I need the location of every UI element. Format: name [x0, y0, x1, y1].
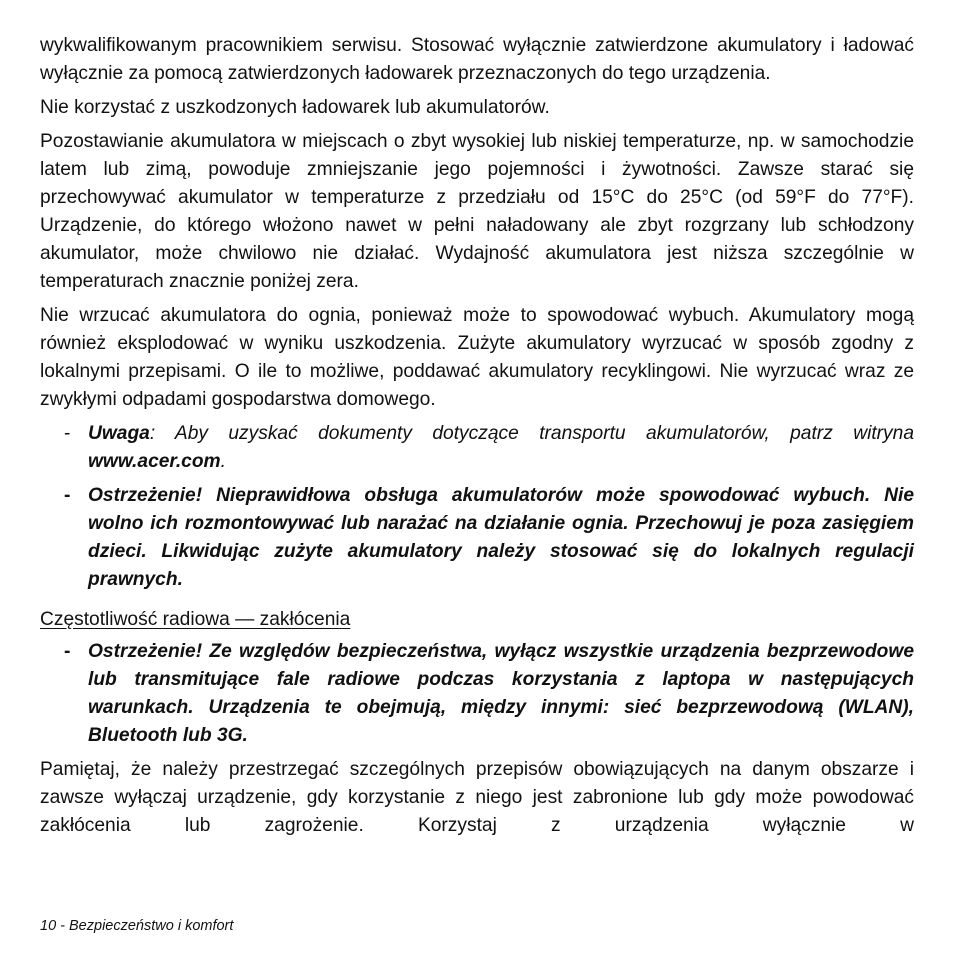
warning-battery-handling — [40, 482, 914, 594]
list-dash: - — [64, 423, 71, 444]
page-footer: 10 - Bezpieczeństwo i komfort — [40, 918, 234, 934]
warning-wireless-devices — [40, 638, 914, 750]
paragraph-authorized-batteries: wykwalifikowanym pracownikiem serwisu. Stosować wyłącznie zatwierdzone akumulatory i ładować wyłącznie za pomocą zatwierdzonych ładowarek przeznaczonych do tego urządzenia. — [40, 35, 914, 84]
note-label: Uwaga — [88, 423, 150, 444]
paragraph-fire-disposal: Nie wrzucać akumulatora do ognia, ponieważ może to spowodować wybuch. Akumulatory mogą również eksplodować w wyniku uszkodzenia. Zużyte akumulatory wyrzucać w sposób zgodny z lokalnymi przepisami. O ile to możliwe, poddawać akumulatory recyklingowi. Nie wyrzucać wraz ze zwykłymi odpadami gospodarstwa domowego. — [40, 305, 914, 410]
paragraph-damaged-chargers: Nie korzystać z uszkodzonych ładowarek lub akumulatorów. — [40, 97, 550, 118]
note-text: : Aby uzyskać dokumenty dotyczące transportu akumulatorów, patrz witryna — [149, 423, 914, 444]
section-heading: Częstotliwość radiowa — zakłócenia — [40, 609, 351, 630]
list-dash: - — [64, 485, 71, 506]
warning-text: Ostrzeżenie! Ze względów bezpieczeństwa, wyłącz wszystkie urządzenia bezprzewodowe lub transmitujące fale radiowe podczas korzystania z laptopa w następujących warunkach. Urządzenia te obejmują, między innymi: sieć bezprzewodową (WLAN), Bluetooth lub 3G. — [88, 641, 914, 746]
page-content — [40, 32, 914, 846]
section-heading-wrap — [40, 600, 914, 638]
paragraph-temperature: Pozostawianie akumulatora w miejscach o zbyt wysokiej lub niskiej temperaturze, np. w samochodzie latem lub zimą, powoduje zmniejszanie jego pojemności i żywotności. Zawsze starać się przechowywać akumulator w temperaturze z przedziału od 15°C do 25°C (od 59°F do 77°F). Urządzenie, do którego włożono nawet w pełni naładowany ale zbyt rozgrzany lub schłodzony akumulator, może chwilowo nie działać. Wydajność akumulatora jest niższa szczególnie w temperaturach znacznie poniżej zera. — [40, 131, 914, 292]
list-dash: - — [64, 641, 71, 662]
warning-text: Ostrzeżenie! Nieprawidłowa obsługa akumulatorów może spowodować wybuch. Nie wolno ich rozmontowywać lub narażać na działanie ognia. Przechowuj je poza zasięgiem dzieci. Likwidując zużyte akumulatory należy stosować się do lokalnych regulacji prawnych. — [88, 485, 914, 590]
acer-website-link[interactable]: www.acer.com — [88, 451, 221, 472]
note-end: . — [220, 451, 226, 472]
paragraph-local-regulations: Pamiętaj, że należy przestrzegać szczególnych przepisów obowiązujących na danym obszarze i zawsze wyłączaj urządzenie, gdy korzystanie z niego jest zabronione lub gdy może powodować zakłócenia lub zagrożenie. Korzystaj z urządzenia wyłącznie w — [40, 759, 914, 836]
note-transport — [40, 420, 914, 476]
